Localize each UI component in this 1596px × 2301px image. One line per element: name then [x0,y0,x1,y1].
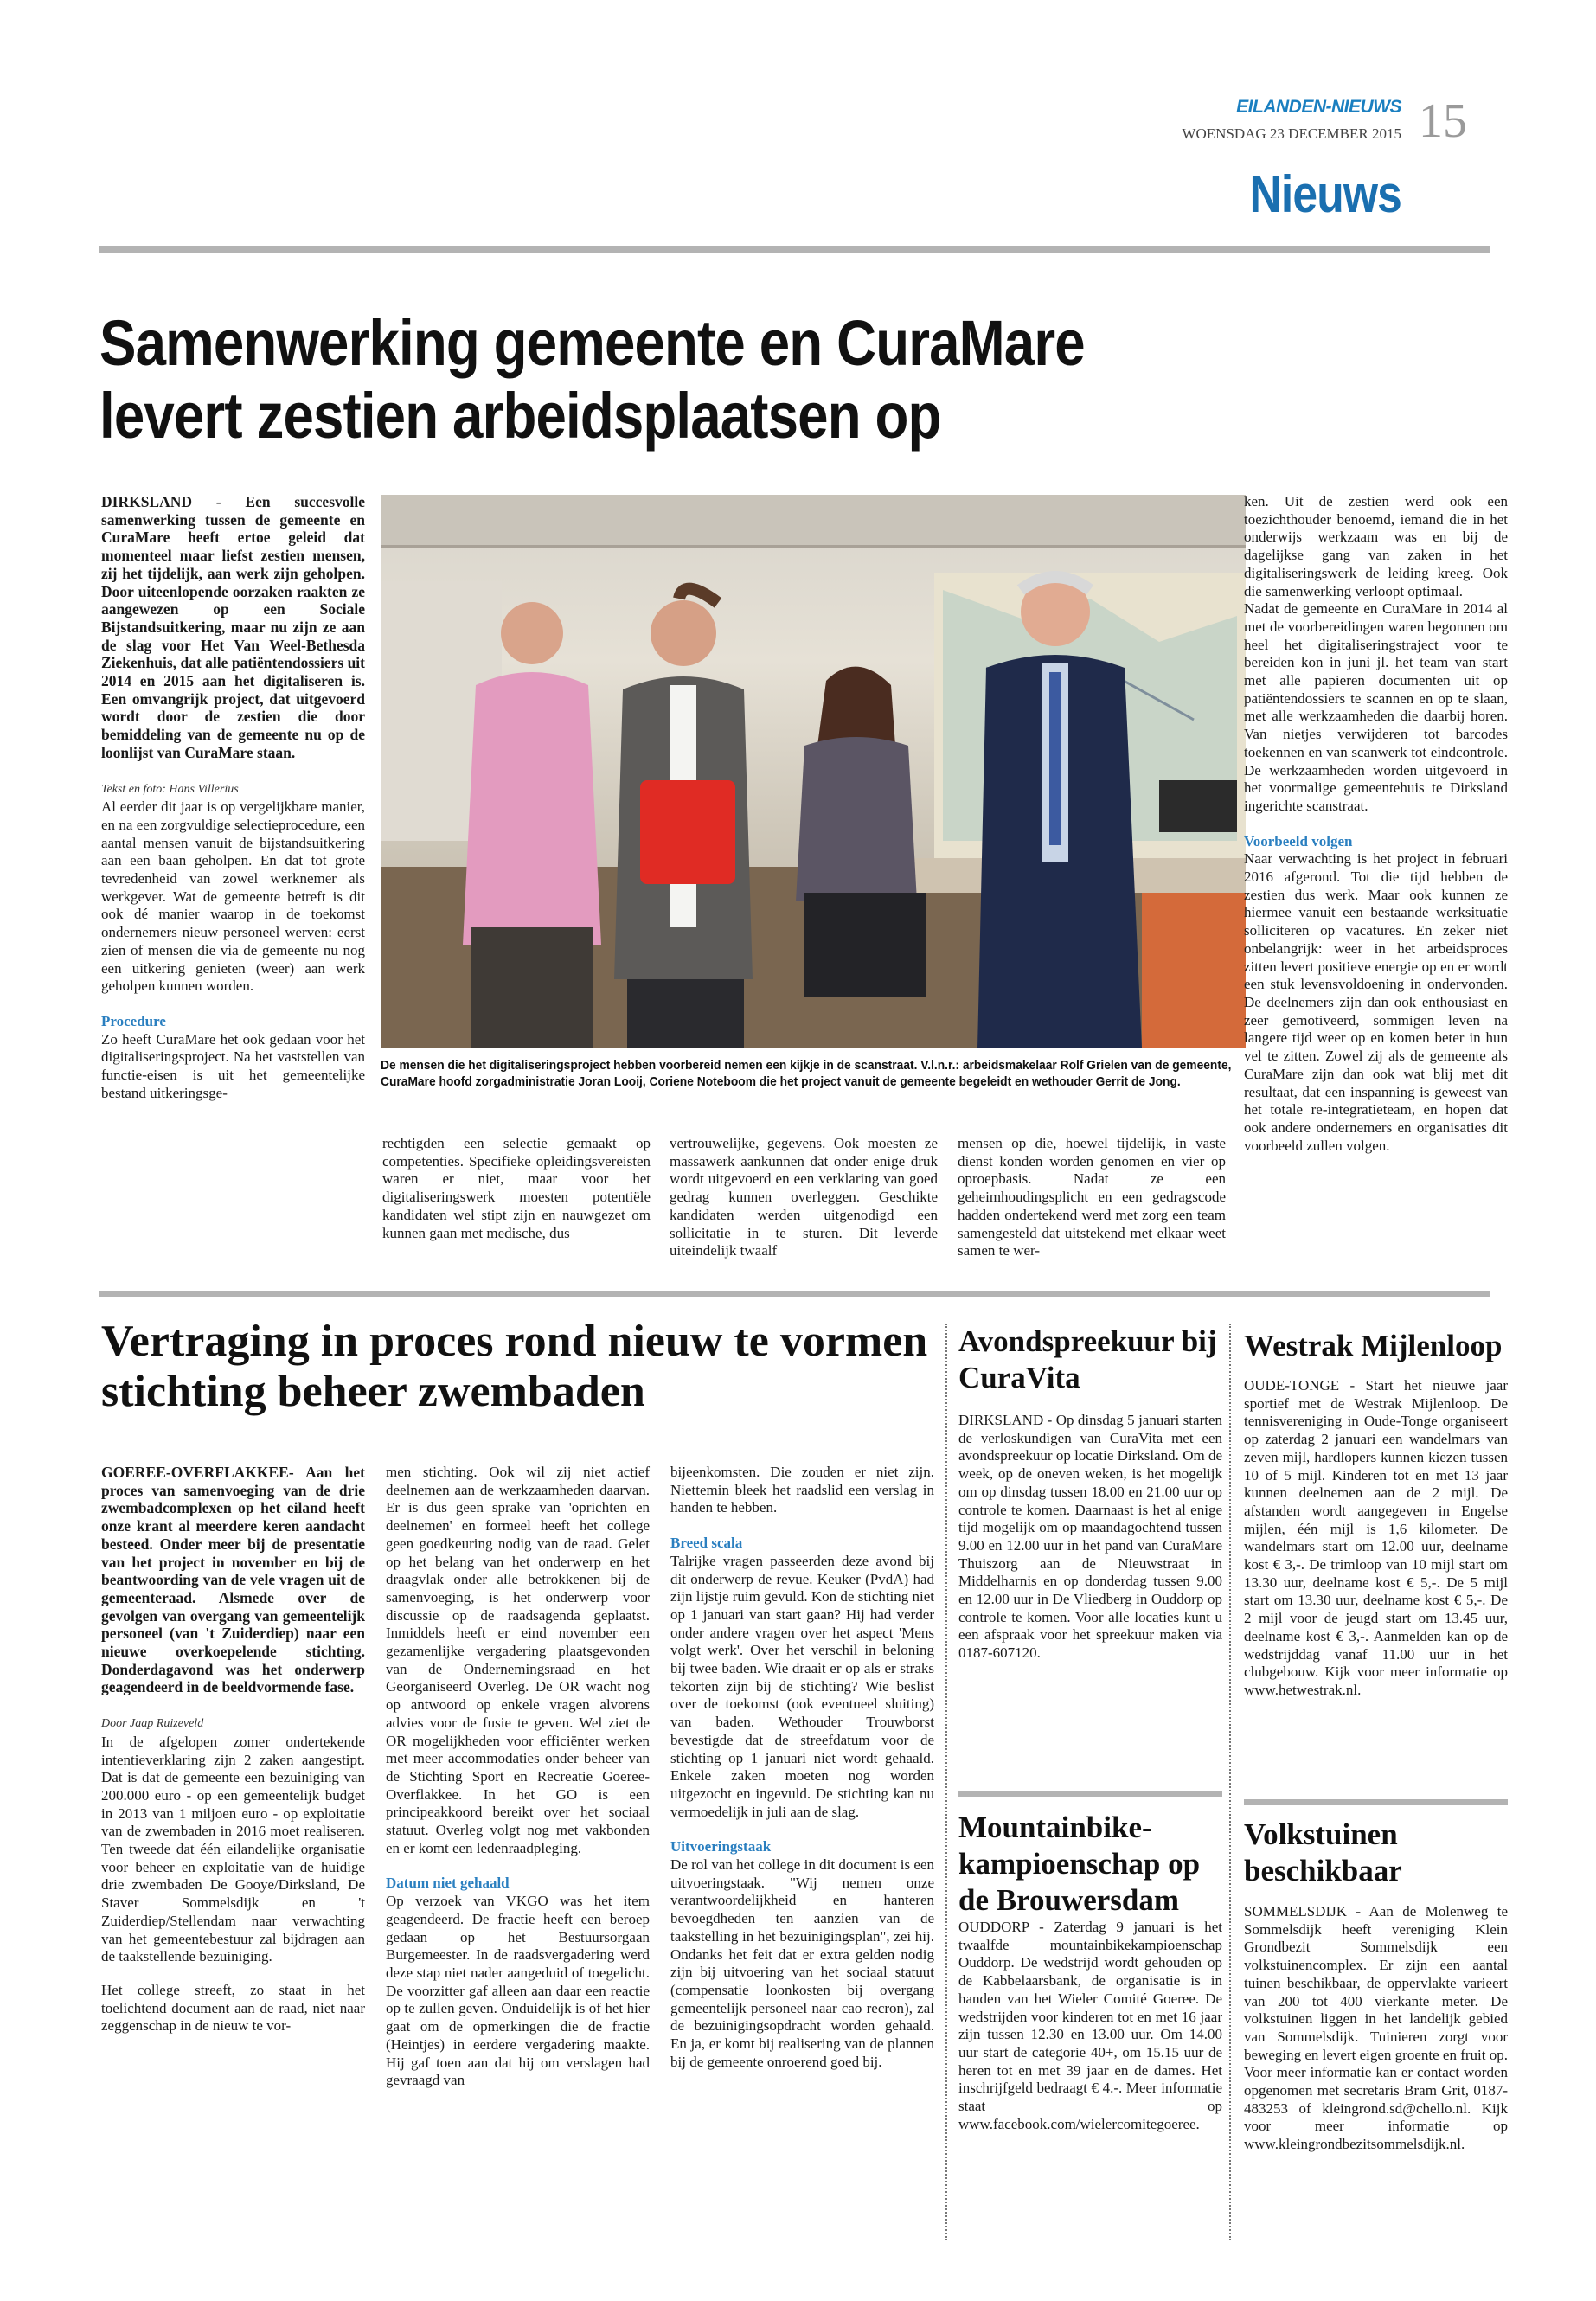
person-2 [614,589,753,1048]
brief-headline-volkstuinen: Volkstuinen beschikbaar [1244,1817,1402,1888]
article-body-paragraph: De rol van het college in dit document is een uitvoeringstaak. "Wij nemen onze verantwoordelijkheid en hanteren bevoegdheden ten aanzien van de taakstelling in het bezuinigingsplan", zei hij. Ondanks het feit dat er extra gelden nodig zijn bij uitvoering van het sociaal statuut (compensatie loonkosten bij overgang gemeentelijk personeel naar cao recron), zal de bezuinigingsopdracht worden gehaald. En ja, er komt bij realisering van de plannen bij de gemeente onroerend goed bij. [670,1856,934,2070]
headline-line-2: levert zestien arbeidsplaatsen op [99,380,941,452]
brief-body-volkstuinen: SOMMELSDIJK - Aan de Molenweg te Sommelsdijk heeft vereniging Klein Grondbezit Sommelsdijk een volkstuinencomplex. Er zijn een aantal tuinen beschikbaar, de oppervlakte varieert van 200 tot 400 vierkante meter. De volkstuinen liggen in het landelijk gebied van Sommelsdijk. Tuinieren zorgt voor beweging en levert eigen groente en fruit op. Voor meer informatie kan er contact worden opgenomen met secretaris Bram Grit, 0187-483253 of kleingrond.sd@chello.nl. Kijk voor meer informatie op www.kleingrondbezitsommelsdijk.nl. [1244,1903,1508,2153]
brief-body-avondspreekuur: DIRKSLAND - Op dinsdag 5 januari starten de verloskundigen van CuraVita met een avondspreekuur op locatie Dirksland. Om de week, op de oneven weken, is het mogelijk om op dinsdag tussen 18.00 en 21.00 uur op controle te komen. Daarnaast is het al enige tijd mogelijk om op maandagochtend tussen 9.00 en 12.00 uur in het pand van CuraMare Thuiszorg aan de Nieuwstraat in Middelharnis en op donderdag tussen 9.00 en 12.00 uur in De Vliedberg in Ouddorp op controle te komen. Voor alle locaties kunt u een afspraak voor het spreekuur maken via 0187-607120. [958,1412,1222,1662]
newspaper-masthead: EILANDEN-NIEUWS [1236,97,1401,117]
article-body-paragraph: Nadat de gemeente en CuraMare in 2014 al met de voorbereidingen waren begonnen om heel het digitaliseringstraject voor te bereiden kon in juni jl. het team van start met alle papieren documenten uit op patiëntendossiers te scannen en op te slaan, met alle werkzaamheden die daarbij horen. Van nietjes verwijderen tot barcodes toekennen en van scanwerk tot eindcontrole. De werkzaamheden worden uitgevoerd in het voormalige gemeentehuis te Dirksland ingerichte scanstraat. [1244,600,1508,814]
subheading-voorbeeld: Voorbeeld volgen [1244,832,1353,849]
article-headline [99,307,1141,452]
article-photo [381,495,1246,1048]
column-separator [1229,1324,1231,2240]
issue-date: WOENSDAG 23 DECEMBER 2015 [1182,125,1401,142]
article-body-paragraph: Het college streeft, zo staat in het toelichtend document aan de raad, niet naar zeggenschap in de nieuw te vor- [101,1981,365,2035]
article2-lead: GOEREE-OVERFLAKKEE- Aan het proces van samenvoeging van de drie zwembadcomplexen op het eiland heeft onze krant al meerdere keren aandacht besteed. Onder meer bij de presentatie van het project in november en bij de beantwoording van de vele vragen uit de gemeenteraad. Alsmede over de gevolgen van overgang van gemeentelijk personeel (van 't Zuiderdiep) naar een nieuwe overkoepelende stichting. Donderdagavond was het onderwerp geagendeerd in de beeldvormende fase. [101,1464,365,1696]
article-body-paragraph: Naar verwachting is het project in februari 2016 afgerond. Tot die tijd hebben de zestien dus werk. Maar ook kunnen ze hiermee vanuit een bestaande werksituatie solliciteren op vacatures. En zeker niet onbelangrijk: weer in het arbeidsproces zitten levert positieve energie op en er wordt een stuk levensvoldoening in ondervonden. De deelnemers zijn dan ook enthousiast en zeer gemotiveerd, sommigen leven na langere tijd weer op en komen beter in hun vel te zitten. Zowel zij als de gemeente als CuraMare zijn dan ook wat blij met dit resultaat, dat een inspanning is geweest van het totale re-integratieteam, en hopen dat ook andere ondernemers en organisaties dit voorbeeld zullen volgen. [1244,850,1508,1154]
brief-body-mountainbike: OUDDORP - Zaterdag 9 januari is het twaalfde mountainbikekampioenschap Ouddorp. De wedstrijd wordt gehouden op de Kabbelaarsbank, de organisatie is in handen van het Wieler Comité Goeree. De wedstrijden voor kinderen tot en met 16 jaar zijn tussen 12.30 en 13.00 uur. Om 14.00 uur start de categorie 40+, om 15.15 uur de heren tot en met 39 jaar en de dames. Het inschrijfgeld bedraagt € 4.-. Meer informatie staat op www.facebook.com/wielercomitegoeree. [958,1919,1222,2132]
header-rule [99,246,1490,253]
article2-column-2 [386,1464,650,2090]
article-column-2: rechtigden een selectie gemaakt op competenties. Specifieke opleidingsvereisten waren er niet, maar voor het digitaliseringswerk moesten potentiële kandidaten wel stipt zijn en nauwgezet om kunnen gaan met medische, dus [382,1135,651,1241]
article2-column-3 [670,1464,934,2072]
brief-rule [1244,1799,1508,1805]
article-body-paragraph: In de afgelopen zomer ondertekende intentieverklaring zijn 2 zaken aangestipt. Dat is dat de gemeente een bezuiniging van 200.000 euro - op een gemeentelijk budget in 2013 van 1 miljoen euro - op exploitatie van de zwembaden in 2016 moet realiseren. Ten tweede dat één eilandelijke organisatie voor beheer en exploitatie van de huidige drie zwembaden De Gooye/Dirksland, De Staver Sommelsdijk en 't Zuiderdiep/Stellendam naar verwachting van het gemeentebestuur zal bijdragen aan de taakstellende bezuiniging. [101,1733,365,1965]
article-byline: Tekst en foto: Hans Villerius [101,782,239,796]
subheading-procedure: Procedure [101,1012,166,1029]
section-title: Nieuws [1249,165,1401,223]
article-body-paragraph: men stichting. Ook wil zij niet actief deelnemen aan de werkzaamheden daarvan. Er is dus geen sprake van 'oprichten en deelnemen' en formeel heeft het college geen goedkeuring nodig van de raad. Gelet op het belang van het onderwerp en het draagvlak onder alle betrokkenen bij de samenvoeging, is het onderwerp voor discussie op de raadsagenda geplaatst. Inmiddels heeft er eind november een gezamenlijke vergadering plaatsgevonden van de Ondernemingsraad en het Georganiseerd Overleg. De OR wacht nog op antwoord op enkele vragen alvorens advies voor de fusie te geven. Wel ziet de OR mogelijkheden voor efficiënter werken met meer accommodaties onder beheer van de Stichting Sport en Recreatie Goeree-Overflakkee. In het GO is een principeakkoord bereikt over het sociaal statuut. Overleg volgt nog met vakbonden en er komt een ledenraadpleging. [386,1464,650,1856]
article2-column-1 [101,1464,365,2035]
article-column-4: mensen op die, hoewel tijdelijk, in vaste dienst konden worden genomen en vier op oproepbasis. Nadat ze een geheimhoudingsplicht en een gedragscode hadden ondertekend werd met zorg een team samengesteld dat uitstekend met elkaar weet samen te wer- [958,1135,1226,1259]
subheading-uitvoeringstaak: Uitvoeringstaak [670,1838,772,1856]
article2-headline: Vertraging in proces rond nieuw te vormen stichting beheer zwembaden [101,1317,928,1416]
article-body-paragraph: Op verzoek van VKGO was het item geagendeerd. De fractie heeft een beroep gedaan op het Bestuursorgaan Burgemeester. In de raadsvergadering werd deze stap niet nader aangeduid of toegelicht. De voorzitter gaf alleen aan daar een reactie op te zullen geven. Onduidelijk is of het hier gaat om de opmerkingen die de fractie (Heintjes) in eerdere vergadering maakte. Hij gaf toen aan dat hij om verslagen had gevraagd van [386,1893,650,2089]
person-3 [796,667,926,997]
page-number: 15 [1419,94,1467,148]
headline-line-1: Samenwerking gemeente en CuraMare [99,307,1085,379]
article-column-3: vertrouwelijke, gegevens. Ook moesten ze massawerk aankunnen dat onder enige druk wordt uitgevoerd en een verklaring van goed gedrag kunnen overleggen. Geschikte kandidaten werden uitgenodigd een sollicitatie in te sturen. Dit leverde uiteindelijk twaalf [670,1135,938,1259]
photo-caption: De mensen die het digitaliseringsproject hebben voorbereid nemen een kijkje in de scanstraat. V.l.n.r.: arbeidsmakelaar Rolf Grielen van de gemeente, CuraMare hoofd zorgadministratie Joran Looij, Coriene Noteboom die het project vanuit de gemeente begeleidt en wethouder Gerrit de Jong. [381,1058,1232,1089]
subheading-datum: Datum niet gehaald [386,1875,510,1892]
article-body-paragraph: ken. Uit de zestien werd ook een toezichthouder benoemd, iemand die in het onderwijs werkzaam was en bij de dagelijkse gang van zaken in het digitaliseringswerk de leiding kreeg. Ook die samenwerking verloopt optimaal. [1244,493,1508,599]
section-rule [99,1291,1490,1297]
brief-headline-avondspreekuur: Avondspreekuur bij CuraVita [958,1324,1217,1394]
column-separator [945,1324,947,2240]
subheading-breed-scala: Breed scala [670,1535,743,1552]
article2-byline: Door Jaap Ruizeveld [101,1717,204,1731]
brief-headline-mountainbike: Mountainbike-kampioenschap op de Brouwersdam [958,1811,1201,1917]
photo-illustration [381,495,1246,1048]
article-body-paragraph: Talrijke vragen passeerden deze avond bij dit onderwerp de revue. Keuker (PvdA) had zijn lijstje ruim gevuld. Kon de stichting niet op 1 januari van start gaan? Hij had verder onder andere vragen over het aspect 'Mens volgt werk'. Over het verschil in beloning bij twee baden. Wie draait er op als er straks tekorten zijn bij de stichting? Wie beslist over de toekomst (ook eventueel sluiting) van baden. Wethouder Trouwborst bevestigde dat de streefdatum voor de stichting op 1 januari niet wordt gehaald. Enkele zaken moeten nog worden uitgezocht en ingevuld. De stichting kan nu vermoedelijk in juli aan de slag. [670,1552,935,1820]
article-body-paragraph: bijeenkomsten. Die zouden er niet zijn. Niettemin bleek het raadslid een verslag in handen te hebben. [670,1464,934,1516]
article-lead: DIRKSLAND - Een succesvolle samenwerking tussen de gemeente en CuraMare heeft ertoe geleid dat momenteel maar liefst zestien mensen, zij het tijdelijk, aan werk zijn geholpen. Door uiteenlopende oorzaken raakten ze aangewezen op een Sociale Bijstandsuitkering, maar nu zijn ze aan de slag voor Het Van Weel-Bethesda Ziekenhuis, dat alle patiëntendossiers uit 2014 en 2015 aan het digitaliseren is. Een omvangrijk project, dat uitgevoerd wordt door de zestien die door bemiddeling van de gemeente nu op de loonlijst van CuraMare staan. [101,493,365,761]
article-body-paragraph: Zo heeft CuraMare het ook gedaan voor het digitaliseringsproject. Na het vaststellen van functie-eisen is uit het gemeentelijke bestand uitkeringsge- [101,1030,365,1101]
article-body-paragraph: Al eerder dit jaar is op vergelijkbare manier, en na een zorgvuldige selectieprocedure, een aantal mensen vanuit de bijstandsuitkering aan een baan geholpen. En dat tot grote tevredenheid van zowel werknemer als werkgever. Wat de gemeente betreft is dit ook dé manier waarop in de toekomst ondernemers nieuw personeel werven: eerst zien of mensen die via de gemeente nu nog een uitkering genieten (weer) aan werk geholpen kunnen worden. [101,798,365,995]
brief-body-westrak: OUDE-TONGE - Start het nieuwe jaar sportief met de Westrak Mijlenloop. De tennisvereniging in Oude-Tonge organiseert op zaterdag 2 januari een wandelmars van zeven mijl, hardlopers kunnen kiezen tussen 10 of 5 mijl. Kinderen tot en met 13 jaar kunnen deelnemen aan de 2 mijl. De afstanden wordt aangegeven in Engelse mijlen, één mijl is 1,6 kilometer. De wandelmars start om 12.00 uur, deelname kost € 3,-. De trimloop van 10 mijl start om 13.30 uur, deelname kost € 5,-. De 5 mijl start om 13.30 uur, deelname kost € 5,-. De 2 mijl voor de jeugd start om 13.45 uur, deelname kost € 3,-. Aanmelden kan op de wedstrijddag vanaf 11.00 uur in het clubgebouw. Kijk voor meer informatie op www.hetwestrak.nl. [1244,1377,1508,1698]
brief-rule [958,1791,1222,1797]
article-column-5 [1244,493,1508,1155]
article-column-1 [101,493,365,1103]
brief-headline-westrak: Westrak Mijlenloop [1244,1329,1503,1362]
